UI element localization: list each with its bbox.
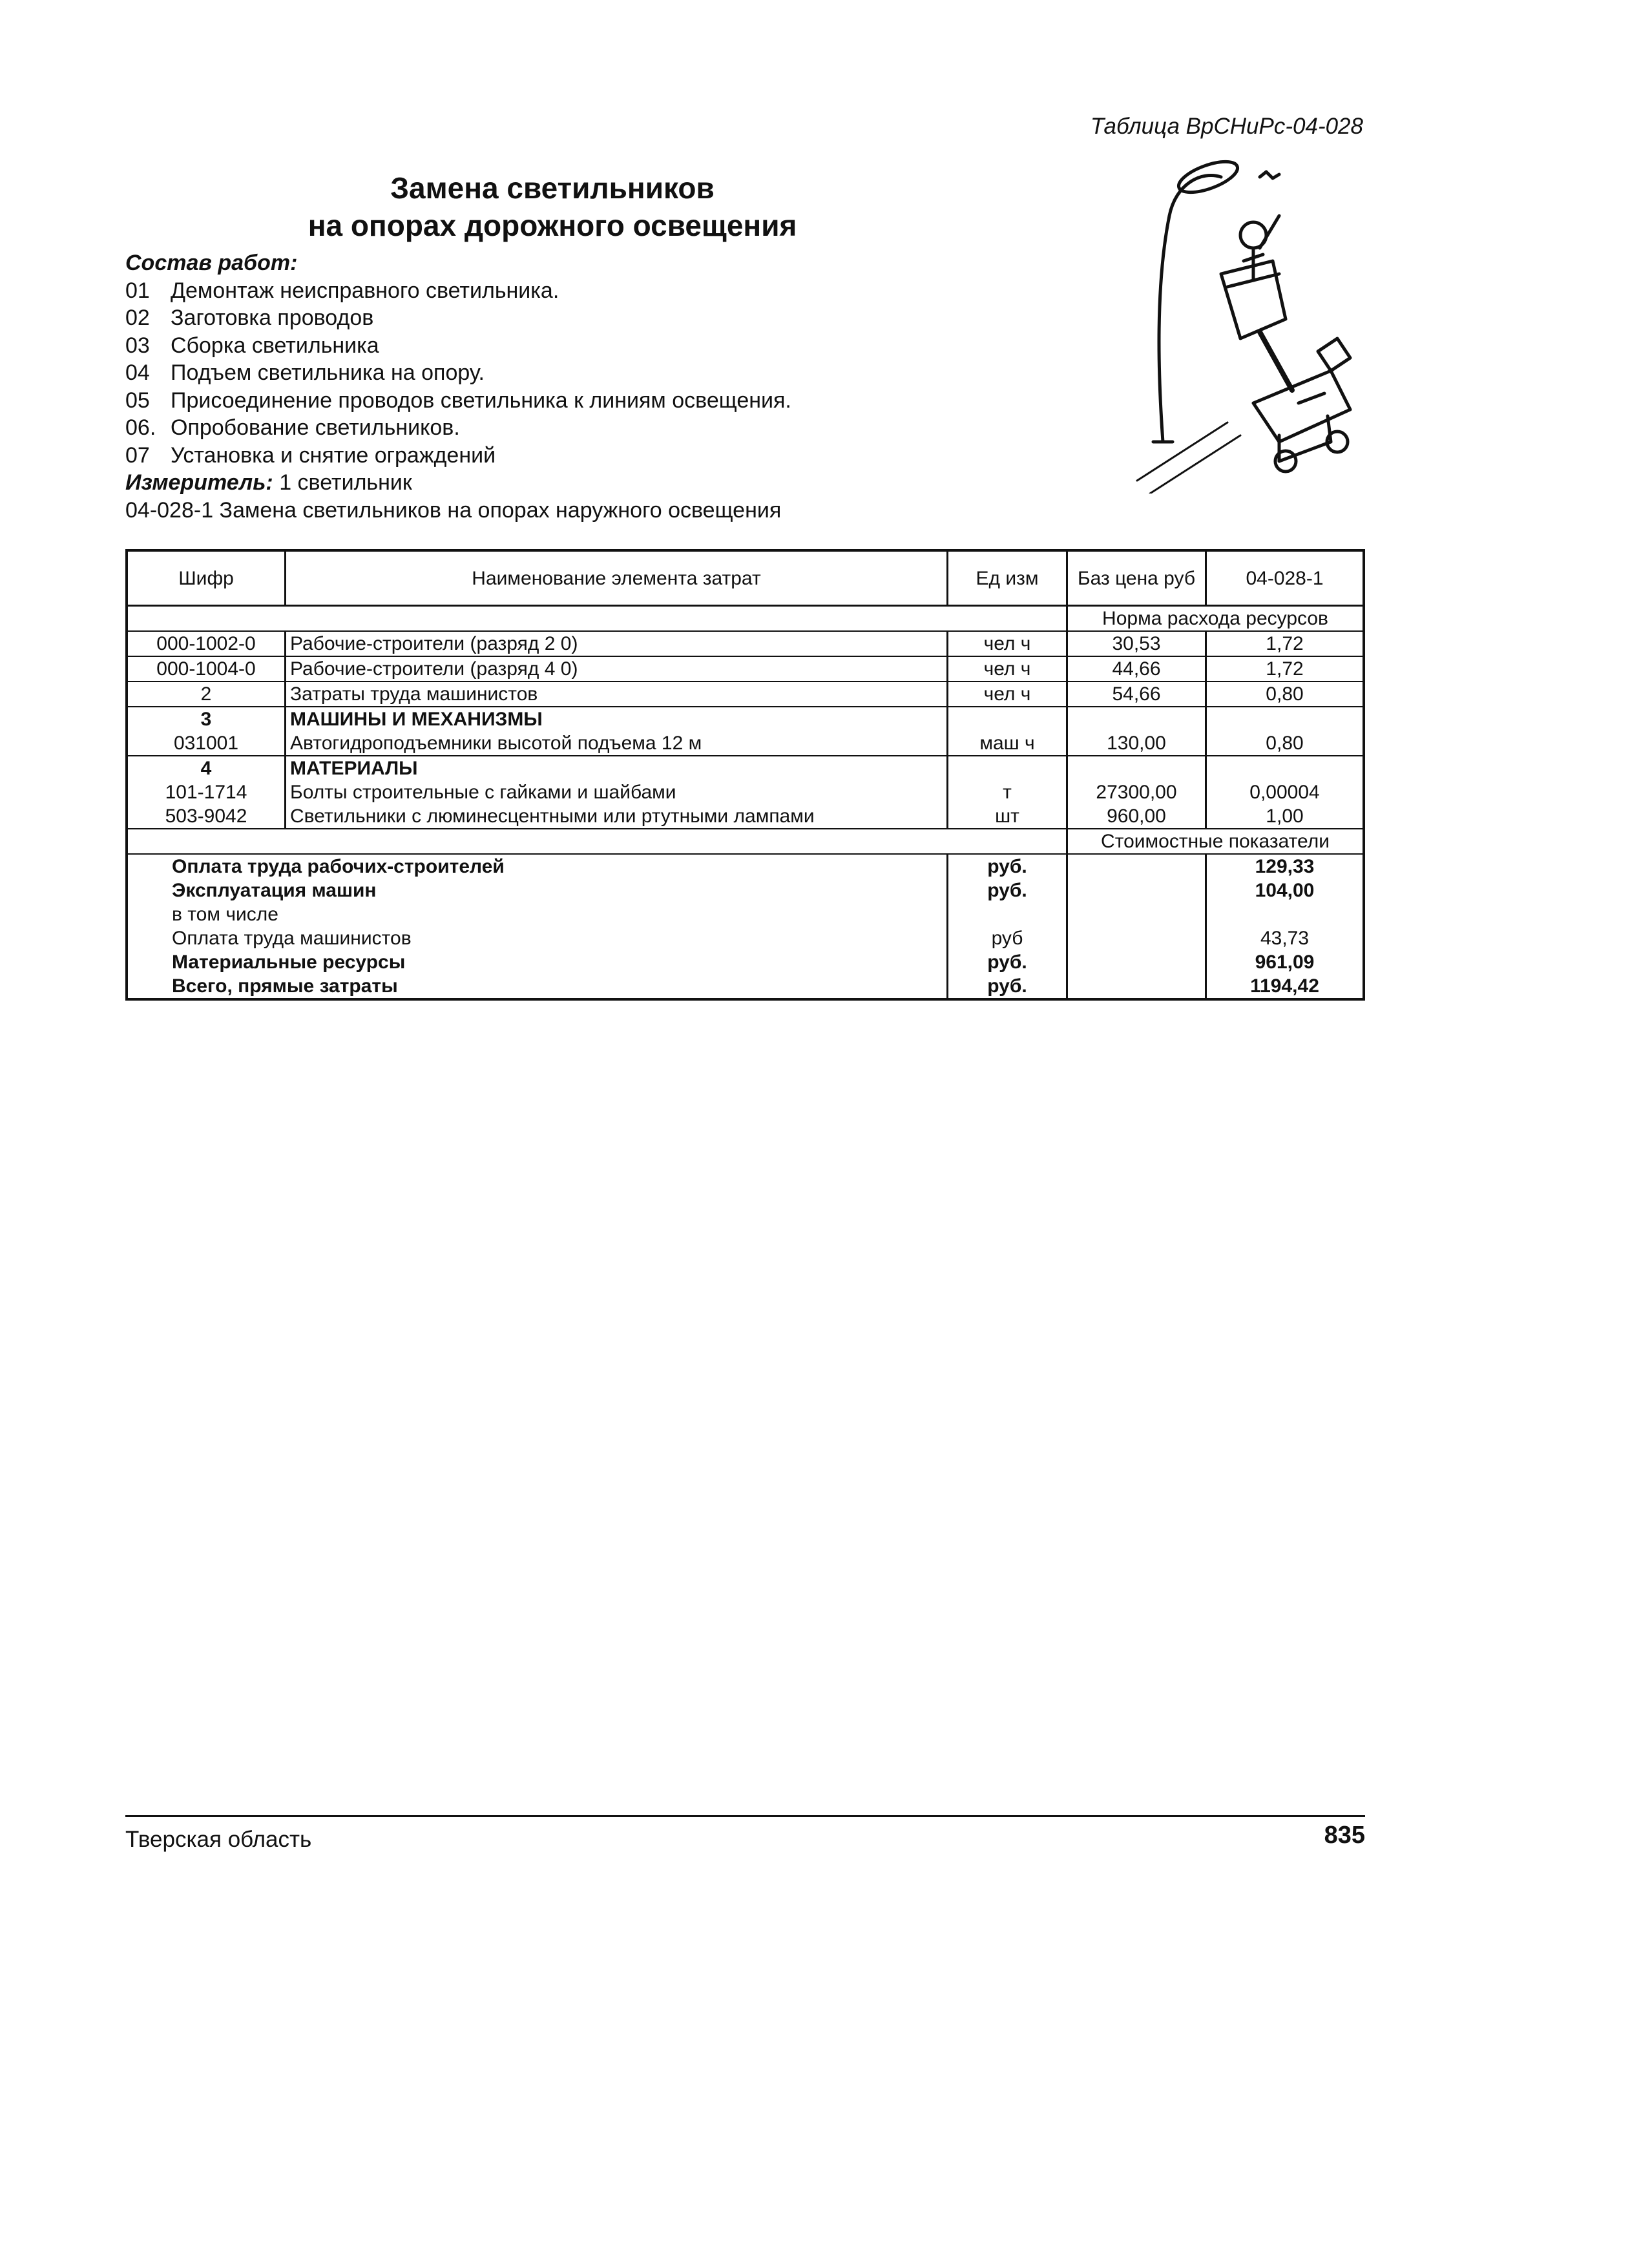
meter-line (125, 469, 1056, 497)
summary-row (127, 926, 1364, 950)
work-item (125, 359, 1056, 387)
meter-value: 1 светильник (279, 470, 412, 495)
row-norm: 1,72 (1206, 656, 1364, 681)
row-name: Болты строительные с гайками и шайбами (286, 780, 948, 804)
row-price: 960,00 (1067, 804, 1206, 829)
title-line-1: Замена светильников (390, 171, 715, 205)
table-row (127, 780, 1364, 804)
summary-unit: руб. (948, 950, 1067, 974)
summary-value: 104,00 (1206, 879, 1364, 902)
row-price: 54,66 (1067, 681, 1206, 707)
row-code: 3 (127, 707, 286, 731)
lamp-repair-illustration (1124, 158, 1370, 494)
row-unit: чел ч (948, 656, 1067, 681)
row-unit: шт (948, 804, 1067, 829)
work-text: Присоединение проводов светильника к линиям освещения. (171, 388, 791, 413)
header-unit: Ед изм (948, 550, 1067, 606)
summary-unit (948, 902, 1067, 926)
row-norm: 0,00004 (1206, 780, 1364, 804)
work-text: Сборка светильника (171, 333, 379, 358)
work-number: 04 (125, 360, 150, 385)
row-price: 130,00 (1067, 731, 1206, 756)
summary-label: Материальные ресурсы (127, 950, 948, 974)
row-name: Затраты труда машинистов (286, 681, 948, 707)
page-number: 835 (1324, 1822, 1365, 1849)
row-norm: 1,72 (1206, 631, 1364, 656)
summary-value (1206, 902, 1364, 926)
row-unit: маш ч (948, 731, 1067, 756)
summary-value: 43,73 (1206, 926, 1364, 950)
work-item (125, 414, 1056, 442)
work-number: 01 (125, 278, 150, 303)
row-norm (1206, 707, 1364, 731)
row-norm: 0,80 (1206, 681, 1364, 707)
row-price (1067, 756, 1206, 780)
summary-unit: руб. (948, 879, 1067, 902)
row-unit: чел ч (948, 681, 1067, 707)
table-reference: Таблица ВрСНиРс-04-028 (1090, 114, 1363, 139)
work-text: Установка и снятие ограждений (171, 442, 496, 468)
row-code: 031001 (127, 731, 286, 756)
work-item (125, 277, 1056, 305)
summary-label: Всего, прямые затраты (127, 974, 948, 999)
table-row (127, 656, 1364, 681)
row-norm: 0,80 (1206, 731, 1364, 756)
work-text: Опробование светильников. (171, 415, 460, 440)
summary-row (127, 950, 1364, 974)
row-price: 30,53 (1067, 631, 1206, 656)
summary-unit: руб. (948, 854, 1067, 879)
summary-label: Оплата труда рабочих-строителей (127, 854, 948, 879)
work-number: 03 (125, 333, 150, 358)
table-row (127, 731, 1364, 756)
row-unit: т (948, 780, 1067, 804)
row-name: Рабочие-строители (разряд 4 0) (286, 656, 948, 681)
work-item (125, 387, 1056, 415)
summary-label: Оплата труда машинистов (127, 926, 948, 950)
resource-cost-table (125, 549, 1365, 1001)
norm-section-label: Норма расхода ресурсов (1067, 606, 1364, 632)
table-header-row (127, 550, 1364, 606)
work-item (125, 332, 1056, 360)
summary-value: 961,09 (1206, 950, 1364, 974)
document-title (245, 169, 859, 244)
row-code: 2 (127, 681, 286, 707)
row-code: 101-1714 (127, 780, 286, 804)
row-price: 27300,00 (1067, 780, 1206, 804)
row-name: Рабочие-строители (разряд 2 0) (286, 631, 948, 656)
summary-unit: руб (948, 926, 1067, 950)
works-composition (125, 249, 1056, 524)
cost-section-row (127, 829, 1364, 854)
table-row (127, 631, 1364, 656)
summary-value: 1194,42 (1206, 974, 1364, 999)
row-unit: чел ч (948, 631, 1067, 656)
norm-line: 04-028-1 Замена светильников на опорах наружного освещения (125, 497, 782, 523)
table-row (127, 707, 1364, 731)
header-code: Шифр (127, 550, 286, 606)
footer-region: Тверская область (125, 1827, 312, 1852)
row-unit (948, 707, 1067, 731)
row-code: 503-9042 (127, 804, 286, 829)
row-code: 4 (127, 756, 286, 780)
row-norm: 1,00 (1206, 804, 1364, 829)
summary-label: в том числе (127, 902, 948, 926)
work-item (125, 304, 1056, 332)
work-number: 02 (125, 306, 150, 330)
cost-section-label: Стоимостные показатели (1067, 829, 1364, 854)
table-row (127, 756, 1364, 780)
row-price: 44,66 (1067, 656, 1206, 681)
work-number: 05 (125, 388, 150, 413)
summary-row (127, 854, 1364, 879)
work-number: 07 (125, 442, 150, 468)
header-norm: 04-028-1 (1206, 550, 1364, 606)
work-text: Демонтаж неисправного светильника. (171, 278, 559, 303)
works-heading: Состав работ: (125, 251, 298, 275)
header-price: Баз цена руб (1067, 550, 1206, 606)
row-code: 000-1004-0 (127, 656, 286, 681)
norm-section-row (127, 606, 1364, 632)
footer-divider (125, 1815, 1365, 1817)
row-unit (948, 756, 1067, 780)
row-code: 000-1002-0 (127, 631, 286, 656)
summary-unit: руб. (948, 974, 1067, 999)
work-text: Подъем светильника на опору. (171, 360, 485, 385)
work-item (125, 442, 1056, 470)
title-line-2: на опорах дорожного освещения (308, 209, 797, 242)
summary-row (127, 974, 1364, 999)
row-norm (1206, 756, 1364, 780)
table-row (127, 681, 1364, 707)
header-name: Наименование элемента затрат (286, 550, 948, 606)
summary-row (127, 879, 1364, 902)
table-row (127, 804, 1364, 829)
summary-row (127, 902, 1364, 926)
row-name: МАШИНЫ И МЕХАНИЗМЫ (286, 707, 948, 731)
row-name: Автогидроподъемники высотой подъема 12 м (286, 731, 948, 756)
work-number: 06. (125, 415, 156, 440)
meter-label: Измеритель: (125, 470, 273, 495)
work-text: Заготовка проводов (171, 306, 374, 330)
row-price (1067, 707, 1206, 731)
summary-label: Эксплуатация машин (127, 879, 948, 902)
summary-value: 129,33 (1206, 854, 1364, 879)
row-name: Светильники с люминесцентными или ртутными лампами (286, 804, 948, 829)
row-name: МАТЕРИАЛЫ (286, 756, 948, 780)
